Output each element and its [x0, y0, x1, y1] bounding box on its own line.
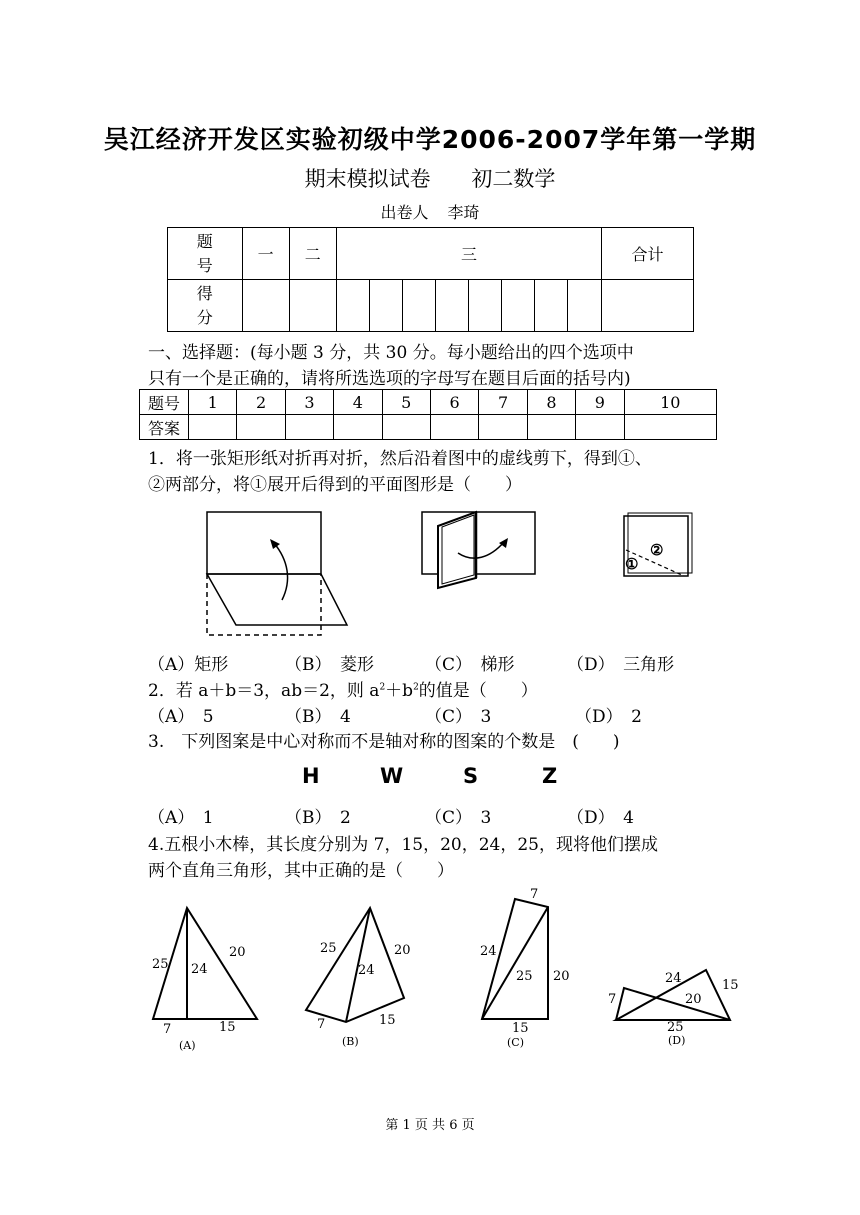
- score-col-total: 合计: [602, 228, 694, 280]
- score-cell[interactable]: [369, 280, 402, 332]
- label-part-2: ②: [650, 541, 664, 559]
- figD-label-24: 24: [665, 971, 682, 986]
- answer-cell[interactable]: [527, 415, 575, 440]
- score-cell[interactable]: [336, 280, 369, 332]
- figC-label-15: 15: [512, 1021, 529, 1036]
- figA-label-20: 20: [229, 945, 246, 960]
- figD-label-25: 25: [667, 1020, 684, 1035]
- figD-label-15: 15: [722, 978, 739, 993]
- q2-text: [148, 676, 538, 701]
- answer-number: 7: [479, 390, 527, 415]
- folded-parallelogram: [207, 574, 347, 625]
- figD-triangle-left: [616, 988, 730, 1020]
- q2-text-a: 2．若 a＋b＝3，ab＝2，则 a: [148, 681, 380, 701]
- figB-label-24: 24: [358, 963, 375, 978]
- q4-figure-d: [600, 960, 745, 1050]
- figA-label-25: 25: [152, 957, 169, 972]
- score-col-1: 一: [242, 228, 289, 280]
- figA-label-24: 24: [191, 962, 208, 977]
- q2-option-b[interactable]: （B） 4: [285, 707, 351, 727]
- answer-cell[interactable]: [285, 415, 333, 440]
- answer-number: 1: [189, 390, 237, 415]
- q2-sup-1: 2: [379, 682, 386, 693]
- exam-subtitle: 期末模拟试卷 初二数学: [304, 167, 556, 191]
- q2-text-c: 的值是（ ）: [418, 681, 538, 701]
- figC-label-24: 24: [480, 944, 497, 959]
- q3-option-c[interactable]: （C） 3: [425, 808, 492, 828]
- q2-sup-2: 2: [413, 682, 419, 693]
- answer-cell[interactable]: [237, 415, 285, 440]
- figB-triangle: [306, 908, 404, 1022]
- answer-number: 9: [576, 390, 624, 415]
- figA-label-7: 7: [163, 1022, 172, 1037]
- score-cell[interactable]: [535, 280, 568, 332]
- folded-rectangle-top: [207, 512, 321, 574]
- q1-figure-folding: [200, 505, 340, 640]
- score-cell[interactable]: [289, 280, 336, 332]
- q1-text-1: 1．将一张矩形纸对折再对折，然后沿着图中的虚线剪下，得到①、: [148, 449, 652, 469]
- figC-label-25: 25: [516, 969, 533, 984]
- q1-option-d[interactable]: （D） 三角形: [567, 655, 675, 675]
- q1-text-2: ②两部分，将①展开后得到的平面图形是（ ）: [148, 475, 522, 495]
- figB-caption: (B): [342, 1035, 359, 1048]
- score-col-3: 三: [336, 228, 601, 280]
- q3-option-a[interactable]: （A） 1: [148, 808, 214, 828]
- q4-text-2: 两个直角三角形，其中正确的是（ ）: [148, 861, 454, 881]
- score-cell[interactable]: [502, 280, 535, 332]
- score-cell[interactable]: [568, 280, 602, 332]
- q1-option-c[interactable]: （C） 梯形: [425, 655, 515, 675]
- score-cell[interactable]: [435, 280, 468, 332]
- answer-row2-label: 答案: [140, 415, 189, 440]
- q2-option-d[interactable]: （D） 2: [575, 707, 642, 727]
- q2-text-b: ＋b: [385, 681, 414, 701]
- q3-text: 3. 下列图案是中心对称而不是轴对称的图案的个数是 ( ): [148, 732, 620, 752]
- answer-table: [139, 389, 717, 440]
- q3-option-d[interactable]: （D） 4: [567, 808, 634, 828]
- score-cell[interactable]: [242, 280, 289, 332]
- figB-label-20: 20: [394, 943, 411, 958]
- figB-label-25: 25: [320, 941, 337, 956]
- q2-option-c[interactable]: （C） 3: [425, 707, 492, 727]
- q4-text-1: 4.五根小木棒，其长度分别为 7，15，20，24，25，现将他们摆成: [148, 835, 658, 855]
- q3-letter-w: W: [380, 764, 404, 788]
- figD-label-20: 20: [685, 992, 702, 1007]
- score-table: [167, 227, 694, 332]
- answer-cell[interactable]: [334, 415, 382, 440]
- answer-number: 6: [430, 390, 478, 415]
- q3-letter-s: S: [463, 764, 479, 788]
- q2-option-a[interactable]: （A） 5: [148, 707, 214, 727]
- q4-figure-c: [475, 885, 575, 1050]
- answer-cell[interactable]: [430, 415, 478, 440]
- figC-label-7: 7: [530, 887, 539, 902]
- score-row-label: 题号: [168, 228, 243, 280]
- page-footer: 第 1 页 共 6 页: [385, 1118, 475, 1133]
- second-fold-flap: [438, 512, 476, 588]
- figC-caption: (C): [507, 1036, 524, 1049]
- q1-option-a[interactable]: （A）矩形: [148, 655, 229, 675]
- q4-figure-b: [300, 900, 415, 1050]
- q4-figure-a: [145, 900, 270, 1055]
- figA-label-15: 15: [219, 1020, 236, 1035]
- figD-label-7: 7: [608, 992, 617, 1007]
- q1-figure-cut: [620, 512, 695, 582]
- answer-number: 2: [237, 390, 285, 415]
- answer-cell[interactable]: [576, 415, 624, 440]
- score-cell[interactable]: [402, 280, 435, 332]
- score-cell[interactable]: [468, 280, 501, 332]
- figB-label-15: 15: [379, 1013, 396, 1028]
- section1-heading-1: 一、选择题：(每小题 3 分，共 30 分。每小题给出的四个选项中: [148, 343, 634, 363]
- fold-arrow: [274, 543, 288, 600]
- figC-diagonal: [482, 907, 548, 1019]
- fold-arrow-head: [270, 539, 280, 549]
- exam-title: 吴江经济开发区实验初级中学2006-2007学年第一学期: [103, 125, 757, 154]
- answer-number: 3: [285, 390, 333, 415]
- answer-number: 8: [527, 390, 575, 415]
- score-row2-label: 得分: [168, 280, 243, 332]
- answer-cell[interactable]: [479, 415, 527, 440]
- q3-option-b[interactable]: （B） 2: [285, 808, 351, 828]
- label-part-1: ①: [625, 555, 639, 573]
- figA-caption: (A): [179, 1039, 196, 1052]
- section1-heading-2: 只有一个是正确的，请将所选选项的字母写在题目后面的括号内): [148, 369, 631, 389]
- answer-number: 10: [624, 390, 716, 415]
- answer-row-label: 题号: [140, 390, 189, 415]
- answer-cell[interactable]: [382, 415, 430, 440]
- exam-author: 出卷人 李琦: [380, 203, 480, 222]
- figD-caption: (D): [668, 1034, 686, 1047]
- answer-number: 4: [334, 390, 382, 415]
- answer-cell[interactable]: [624, 415, 716, 440]
- score-cell[interactable]: [602, 280, 694, 332]
- q1-figure-second-fold: [418, 508, 533, 593]
- figC-label-20: 20: [553, 969, 570, 984]
- figB-label-7: 7: [317, 1017, 326, 1032]
- q3-letter-h: H: [302, 764, 320, 788]
- answer-cell[interactable]: [189, 415, 237, 440]
- q3-letter-z: Z: [542, 764, 558, 788]
- score-col-2: 二: [289, 228, 336, 280]
- answer-number: 5: [382, 390, 430, 415]
- q1-option-b[interactable]: （B） 菱形: [285, 655, 374, 675]
